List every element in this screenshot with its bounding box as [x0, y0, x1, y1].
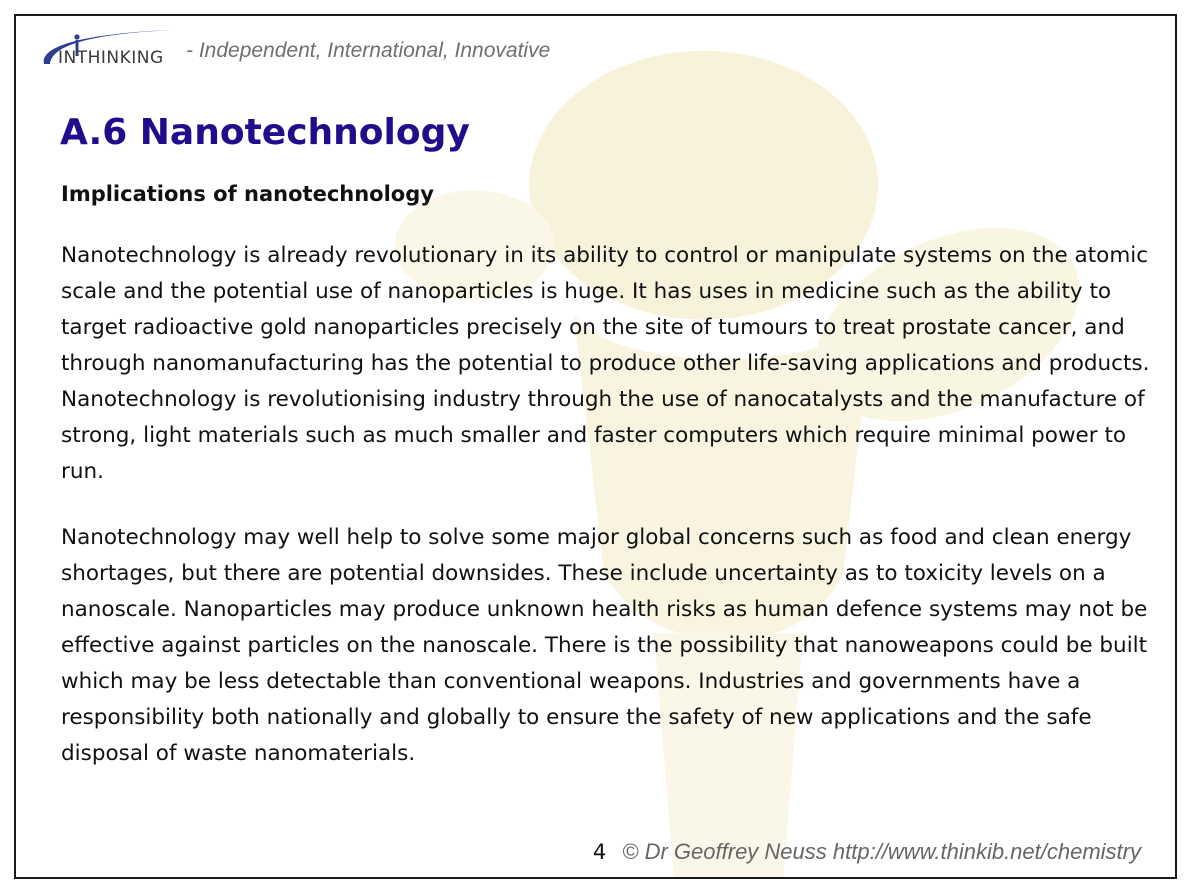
tagline: - Independent, International, Innovative	[186, 39, 551, 62]
slide	[14, 14, 1177, 879]
page-number: 4	[592, 840, 607, 864]
inthinking-logo	[34, 24, 184, 72]
header	[34, 24, 550, 72]
footer	[593, 839, 1141, 865]
paragraph-2: Nanotechnology may well help to solve some major global concerns such as food and clean energy shortages, but there are potential downsides. These include uncertainty as to toxicity levels on a nanoscale. Nanoparticles may produce unknown health risks as human defence systems may not be effective against particles on the nanoscale. There is the possibility that nanoweapons could be built which may be less detectable than conventional weapons. Industries and governments have a responsibility both nationally and globally to ensure the safety of new applications and the safe disposal of waste nanomaterials.	[61, 525, 1148, 766]
copyright-text: © Dr Geoffrey Neuss http://www.thinkib.net/chemistry	[622, 839, 1141, 864]
logo-text: INTHINKING	[58, 48, 164, 68]
paragraph-1: Nanotechnology is already revolutionary in its ability to control or manipulate systems on the atomic scale and the potential use of nanoparticles is huge. It has uses in medicine such as the ability to target radioactive gold nanoparticles precisely on the site of tumours to treat prostate cancer, and through nanomanufacturing has the potential to produce other life-saving applications and products. Nanotechnology is revolutionising industry through the use of nanocatalysts and the manufacture of strong, light materials such as much smaller and faster computers which require minimal power to run.	[61, 243, 1150, 484]
page-title: A.6 Nanotechnology	[60, 112, 470, 153]
section-subtitle: Implications of nanotechnology	[61, 182, 434, 206]
